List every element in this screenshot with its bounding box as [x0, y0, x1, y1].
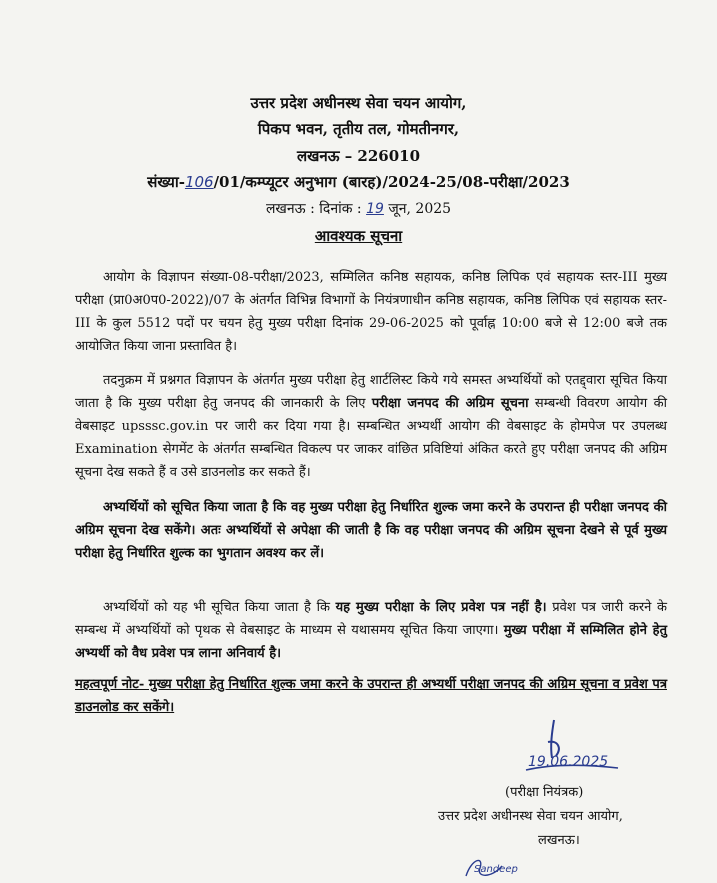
date-line — [0, 199, 717, 218]
p4-text-bold-1: यह मुख्य परीक्षा के लिए प्रवेश पत्र नहीं है। — [335, 600, 547, 615]
signatory-city: लखनऊ। — [538, 833, 580, 848]
date-day-handwritten: 19 — [366, 201, 384, 217]
signatory-office: उत्तर प्रदेश अधीनस्थ सेवा चयन आयोग, — [438, 809, 623, 824]
reference-prefix: संख्या- — [147, 173, 185, 191]
date-suffix: जून, 2025 — [388, 201, 452, 217]
paragraph-exam-announcement: आयोग के विज्ञापन संख्या-08-परीक्षा/2023, सम्मिलित कनिष्ठ सहायक, कनिष्ठ लिपिक एवं सहायक स्तर-III मुख्य परीक्षा (प्रा0अ0प0-2022)/07 के अंतर्गत विभिन्न विभागों के नियंत्रणाधीन कनिष्ठ सहायक, कनिष्ठ लिपिक एवं सहायक स्तर-III के कुल 5512 पदों पर चयन हेतु मुख्य परीक्षा दिनांक 29-06-2025 को पूर्वाह्न 10:00 बजे से 12:00 बजे तक आयोजित किया जाना प्रस्तावित है। — [75, 270, 667, 354]
date-prefix: लखनऊ : दिनांक : — [265, 201, 362, 217]
p2-text-bold: परीक्षा जनपद की अग्रिम सूचना — [371, 396, 529, 411]
p4-text-c: प्रवेश पत्र जारी करने के सम्बन्ध में अभ्यर्थियों को पृथक से वेबसाइट के माध्यम से यथासमय सूचित किया जाएगा। — [75, 600, 667, 638]
p2-text-a: तदनुक्रम में प्रश्नगत विज्ञापन के अंतर्गत मुख्य परीक्षा हेतु शार्टलिस्ट किये गये समस्त अभ्यर्थियों को एतद्द्वारा सूचित किया जाता है कि मुख्य परीक्षा हेतु जनपद की जानकारी के लिए — [75, 373, 667, 411]
handwritten-initials — [462, 852, 522, 882]
p4-text-a: अभ्यर्थियों को यह भी सूचित किया जाता है कि — [103, 600, 336, 615]
reference-number-line — [0, 172, 717, 192]
p2-text-c: सम्बन्धी विवरण आयोग की वेबसाइट upsssc.gov.in पर जारी कर दिया गया है। सम्बन्धित अभ्यर्थी आयोग की वेबसाइट के होमपेज पर उपलब्ध Examination सेगमेंट के अंतर्गत सम्बन्धित विकल्प पर जाकर वांछित प्रविष्टियां अंकित करते हुए परीक्षा जनपद की अग्रिम सूचना देख सकते हैं व उसे डाउनलोड कर सकते हैं। — [75, 396, 668, 480]
initials-text: Sandeep — [474, 864, 518, 875]
important-note: महत्वपूर्ण नोट- मुख्य परीक्षा हेतु निर्धारित शुल्क जमा करने के उपरान्त ही अभ्यर्थी परीक्षा जनपद की अग्रिम सूचना व प्रवेश पत्र डाउनलोड कर सकेंगे। — [75, 677, 667, 715]
org-address-line: पिकप भवन, तृतीय तल, गोमतीनगर, — [257, 120, 460, 138]
paragraph-admit-card — [75, 596, 667, 665]
reference-suffix: /01/कम्प्यूटर अनुभाग (बारह)/2024-25/08-परीक्षा/2023 — [213, 173, 570, 191]
paragraph-district-info — [75, 369, 667, 484]
signature-date: 19.06.2025 — [528, 754, 609, 770]
signatory-designation: (परीक्षा नियंत्रक) — [505, 785, 584, 800]
handwritten-signature — [522, 712, 622, 782]
org-city-pincode: लखनऊ – 226010 — [296, 147, 421, 165]
notice-title: आवश्यक सूचना — [314, 227, 403, 245]
paragraph-fee-notice: अभ्यर्थियों को सूचित किया जाता है कि वह मुख्य परीक्षा हेतु निर्धारित शुल्क जमा करने के उपरान्त ही परीक्षा जनपद की अग्रिम सूचना देख सकेंगे। अतः अभ्यर्थियों से अपेक्षा की जाती है कि वह परीक्षा जनपद की अग्रिम सूचना देखने से पूर्व मुख्य परीक्षा हेतु निर्धारित शुल्क का भुगतान अवश्य कर लें। — [75, 500, 667, 561]
p4-text-bold-2: मुख्य परीक्षा में सम्मिलित होने हेतु अभ्यर्थी को वैध प्रवेश पत्र लाना अनिवार्य है। — [75, 623, 667, 661]
org-name-heading: उत्तर प्रदेश अधीनस्थ सेवा चयन आयोग, — [250, 94, 467, 112]
reference-number-handwritten: 106 — [184, 173, 214, 191]
